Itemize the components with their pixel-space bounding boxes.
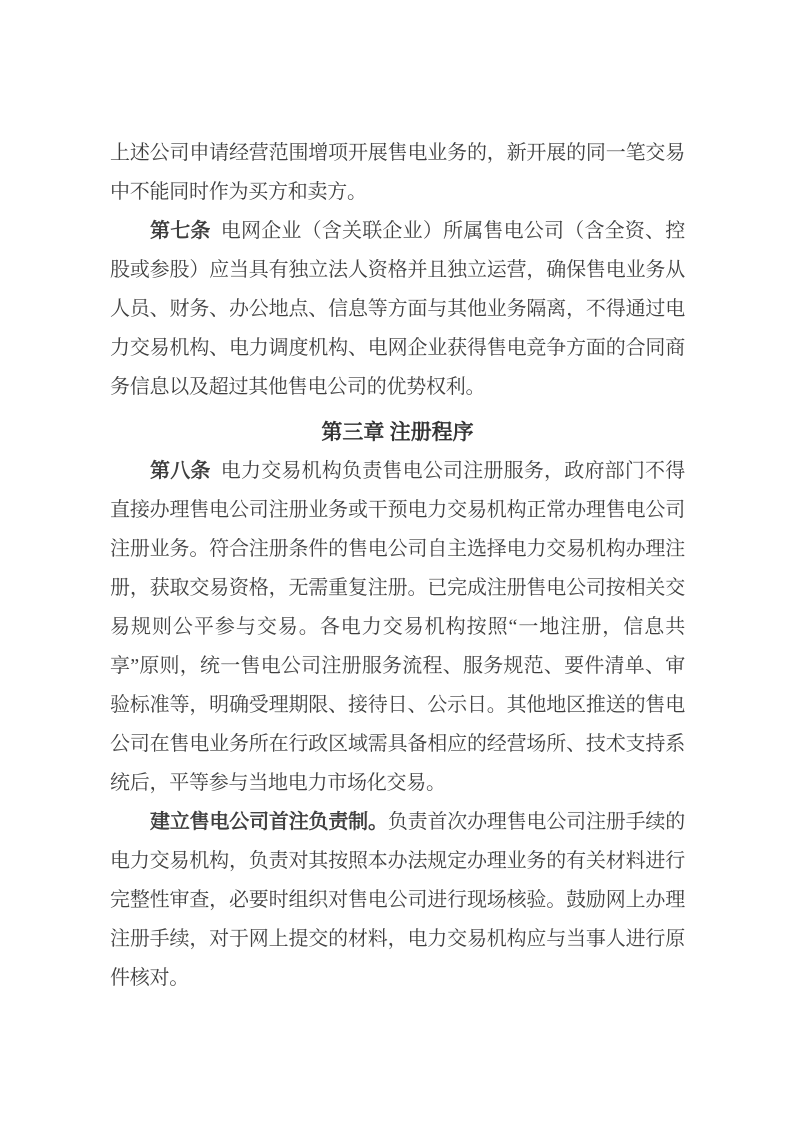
text-run: 电力交易机构负责售电公司注册服务，政府部门不得直接办理售电公司注册业务或干预电力交易机构正常办理售电公司注册业务。符合注册条件的售电公司自主选择电力交易机构办理注册，获取交易资格，无需重复注册。已完成注册售电公司按相关交易规则公平参与交易。各电力交易机构按照“一地注册，信息共享”原则，统一售电公司注册服务流程、服务规范、要件清单、审验标准等，明确受理期限、接待日、公示日。其他地区推送的售电公司在售电业务所在行政区域需具备相应的经营场所、技术支持系统后，平等参与当地电力市场化交易。 [110, 460, 686, 794]
document-content [110, 134, 685, 998]
paragraph [110, 134, 685, 212]
text-run: 电网企业（含关联企业）所属售电公司（含全资、控股或参股）应当具有独立法人资格并且独立运营，确保售电业务从人员、财务、办公地点、信息等方面与其他业务隔离，不得通过电力交易机构、电力调度机构、电网企业获得售电竞争方面的合同商务信息以及超过其他售电公司的优势权利。 [110, 220, 686, 398]
text-run: 上述公司申请经营范围增项开展售电业务的，新开展的同一笔交易中不能同时作为买方和卖方。 [110, 142, 685, 203]
bold-text-run: 第七条 [150, 220, 211, 242]
paragraph [110, 803, 685, 998]
text-run: 负责首次办理售电公司注册手续的电力交易机构，负责对其按照本办法规定办理业务的有关材料进行完整性审查，必要时组织对售电公司进行现场核验。鼓励网上办理注册手续，对于网上提交的材料，电力交易机构应与当事人进行原件核对。 [110, 811, 686, 989]
bold-text-run: 建立售电公司首注负责制。 [150, 811, 388, 833]
paragraph [110, 452, 685, 803]
chapter-heading [110, 413, 685, 452]
bold-text-run: 第八条 [150, 460, 211, 482]
paragraph [110, 212, 685, 407]
bold-text-run: 第三章 注册程序 [321, 420, 474, 444]
